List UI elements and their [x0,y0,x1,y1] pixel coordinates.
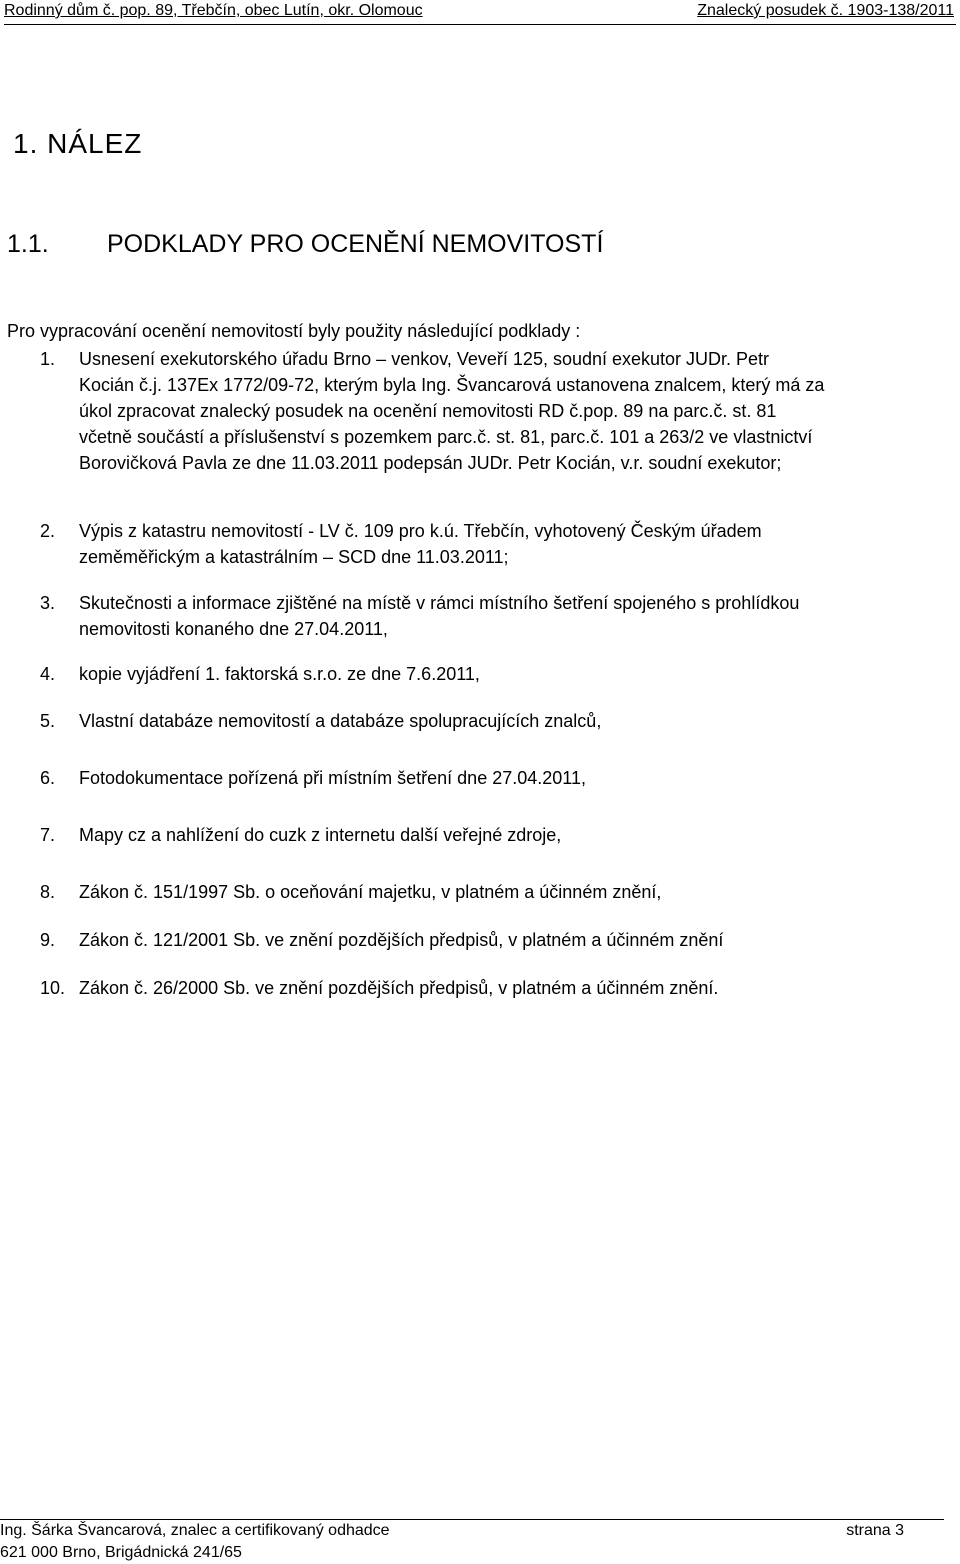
list-item [40,822,942,848]
list-item-line: Zákon č. 121/2001 Sb. ve znění pozdějších předpisů, v platném a účinném znění [79,930,724,950]
header-report-number: Znalecký posudek č. 1903-138/2011 [697,2,954,19]
list-item [40,765,942,791]
list-item-line: zeměměřickým a katastrálním – SCD dne 11.03.2011; [79,547,509,567]
list-item-number: 2. [40,521,56,541]
list-item-line: kopie vyjádření 1. faktorská s.r.o. ze dne 7.6.2011, [79,664,480,684]
list-item-line: Borovičková Pavla ze dne 11.03.2011 podepsán JUDr. Petr Kocián, v.r. soudní exekutor; [79,453,782,473]
list-item-line: Zákon č. 26/2000 Sb. ve znění pozdějších předpisů, v platném a účinném znění. [79,978,719,998]
list-item [40,708,942,734]
list-item-line: Fotodokumentace pořízená při místním šetření dne 27.04.2011, [79,768,586,788]
page-header [4,0,956,25]
list-item-line: nemovitosti konaného dne 27.04.2011, [79,619,388,639]
list-item [40,927,942,953]
list-item-number: 3. [40,593,56,613]
list-item [40,975,942,1001]
list-item [40,661,942,687]
list-item-number: 7. [40,825,56,845]
list-item-line: Zákon č. 151/1997 Sb. o oceňování majetku, v platném a účinném znění, [79,882,662,902]
header-document-subject: Rodinný dům č. pop. 89, Třebčín, obec Lutín, okr. Olomouc [4,2,423,19]
list-item-line: Usnesení exekutorského úřadu Brno – venkov, Veveří 125, soudní exekutor JUDr. Petr [79,349,770,369]
list-item [40,590,942,642]
list-item-line: Skutečnosti a informace zjištěné na místě v rámci místního šetření spojeného s prohlídkou [79,593,800,613]
footer-author: Ing. Šárka Švancarová, znalec a certifikovaný odhadce [0,1522,390,1539]
intro-paragraph: Pro vypracování ocenění nemovitostí byly použity následující podklady : [7,321,581,341]
list-item-line: včetně součástí a příslušenství s pozemkem parc.č. st. 81, parc.č. 101 a 263/2 ve vlastnictví [79,427,813,447]
section-heading: 1. NÁLEZ [13,128,143,159]
list-item [40,518,942,570]
list-item-line: Mapy cz a nahlížení do cuzk z internetu další veřejné zdroje, [79,825,562,845]
list-item [40,346,942,476]
list-item-line: Vlastní databáze nemovitostí a databáze spolupracujících znalců, [79,711,602,731]
list-item-number: 9. [40,930,56,950]
list-item-number: 5. [40,711,56,731]
list-item-number: 6. [40,768,56,788]
footer-address: 621 000 Brno, Brigádnická 241/65 [0,1544,242,1561]
list-item-line: Výpis z katastru nemovitostí - LV č. 109 pro k.ú. Třebčín, vyhotovený Českým úřadem [79,521,762,541]
page-number: strana 3 [846,1522,904,1539]
subsection-title: PODKLADY PRO OCENĚNÍ NEMOVITOSTÍ [107,230,604,258]
list-item [40,879,942,905]
list-item-number: 8. [40,882,56,902]
list-item-number: 4. [40,664,56,684]
list-item-line: úkol zpracovat znalecký posudek na ocenění nemovitosti RD č.pop. 89 na parc.č. st. 81 [79,401,777,421]
list-item-line: Kocián č.j. 137Ex 1772/09-72, kterým byla Ing. Švancarová ustanovena znalcem, který má za [79,375,825,395]
subsection-number: 1.1. [7,230,49,258]
page-footer [0,1519,944,1564]
list-item-number: 1. [40,349,56,369]
list-item-number: 10. [40,978,66,998]
subsection-heading [7,226,603,262]
